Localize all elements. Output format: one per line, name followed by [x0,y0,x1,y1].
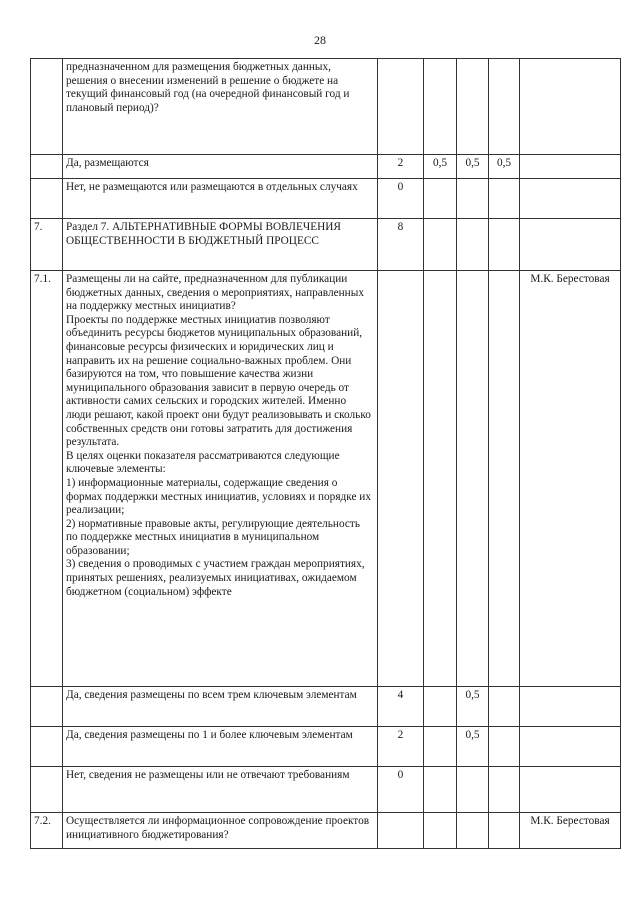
max-score: 0 [378,767,424,813]
criterion-paragraph: предназначенном для размещения бюджетных данных, решения о внесении изменений в решение о бюджете на текущий финансовый год (на очередной финансовый год и плановый период)? [66,61,350,114]
coefficient-2 [457,219,489,271]
criterion-paragraph: Проекты по поддержке местных инициатив позволяют объединить ресурсы бюджетов муниципальных образований, финансовые ресурсы физических и юридических лиц и направить их на решение социально-важных проблем. Они базируются на том, что повышение качества жизни муниципального образования зависит в первую очередь от активности самих сельских и городских жителей. Именно люди решают, какой проект они будут реализовывать и сколько собственных средств они готовы затратить для достижения результата. [66,313,371,449]
coefficient-2 [457,271,489,687]
criterion-paragraph: Размещены ли на сайте, предназначенном для публикации бюджетных данных, сведения о мероприятиях, направленных на поддержку местных инициатив? [66,273,364,313]
coefficient-1 [424,727,457,767]
coefficient-3 [489,179,520,219]
criterion-text [63,687,378,727]
criterion-paragraph: Да, сведения размещены по всем трем ключевым элементам [66,689,357,701]
responsible-person [520,767,621,813]
criterion-text [63,727,378,767]
coefficient-3 [489,727,520,767]
coefficient-2 [457,813,489,849]
row-number: 7.1. [31,271,63,687]
criterion-paragraph: Раздел 7. АЛЬТЕРНАТИВНЫЕ ФОРМЫ ВОВЛЕЧЕНИЯ ОБЩЕСТВЕННОСТИ В БЮДЖЕТНЫЙ ПРОЦЕСС [66,221,341,247]
row-number [31,727,63,767]
responsible-person [520,59,621,155]
table-row [31,219,621,271]
coefficient-3 [489,59,520,155]
max-score [378,813,424,849]
coefficient-3 [489,219,520,271]
row-number: 7. [31,219,63,271]
criterion-text [63,219,378,271]
criterion-text [63,767,378,813]
row-number [31,155,63,179]
max-score: 0 [378,179,424,219]
responsible-person: М.К. Берестовая [520,271,621,687]
table-row [31,687,621,727]
table-row [31,813,621,849]
table-row [31,767,621,813]
criterion-text [63,59,378,155]
max-score: 2 [378,727,424,767]
criterion-text [63,271,378,687]
criterion-paragraph: Да, размещаются [66,157,149,169]
coefficient-1 [424,271,457,687]
criterion-text [63,179,378,219]
criterion-paragraph: В целях оценки показателя рассматриваются следующие ключевые элементы: [66,449,340,476]
responsible-person [520,687,621,727]
criterion-paragraph: Да, сведения размещены по 1 и более ключевым элементам [66,729,353,741]
coefficient-1 [424,179,457,219]
coefficient-1 [424,813,457,849]
coefficient-2 [457,767,489,813]
coefficient-2: 0,5 [457,155,489,179]
max-score: 4 [378,687,424,727]
criterion-paragraph: 1) информационные материалы, содержащие сведения о формах поддержки местных инициатив, условиях и порядке их реализации; [66,476,372,517]
responsible-person: М.К. Берестовая [520,813,621,849]
coefficient-3: 0,5 [489,155,520,179]
row-number [31,59,63,155]
criterion-paragraph: 3) сведения о проводимых с участием граждан мероприятиях, принятых решениях, реализуемых инициативах, ожидаемом бюджетном (социальном) эффекте [66,558,365,598]
max-score: 2 [378,155,424,179]
row-number [31,179,63,219]
page-number: 28 [314,33,326,47]
criterion-paragraph: Осуществляется ли информационное сопровождение проектов инициативного бюджетирования? [66,815,370,841]
table-row [31,59,621,155]
coefficient-1 [424,687,457,727]
row-number [31,767,63,813]
table-row [31,179,621,219]
criterion-paragraph: Нет, не размещаются или размещаются в отдельных случаях [66,181,358,193]
coefficient-2: 0,5 [457,687,489,727]
coefficient-1 [424,59,457,155]
max-score: 8 [378,219,424,271]
table-row [31,271,621,687]
coefficient-1 [424,767,457,813]
coefficient-2: 0,5 [457,727,489,767]
max-score [378,271,424,687]
criteria-table [30,58,621,849]
table-row [31,155,621,179]
responsible-person [520,219,621,271]
row-number: 7.2. [31,813,63,849]
coefficient-3 [489,687,520,727]
responsible-person [520,727,621,767]
responsible-person [520,155,621,179]
coefficient-2 [457,179,489,219]
max-score [378,59,424,155]
table-row [31,727,621,767]
criterion-paragraph: Нет, сведения не размещены или не отвечают требованиям [66,769,350,781]
coefficient-3 [489,767,520,813]
coefficient-3 [489,813,520,849]
row-number [31,687,63,727]
coefficient-1: 0,5 [424,155,457,179]
coefficient-3 [489,271,520,687]
responsible-person [520,179,621,219]
criterion-paragraph: 2) нормативные правовые акты, регулирующие деятельность по поддержке местных инициатив в муниципальном образовании; [66,517,360,557]
coefficient-2 [457,59,489,155]
coefficient-1 [424,219,457,271]
criterion-text [63,155,378,179]
criterion-text [63,813,378,849]
